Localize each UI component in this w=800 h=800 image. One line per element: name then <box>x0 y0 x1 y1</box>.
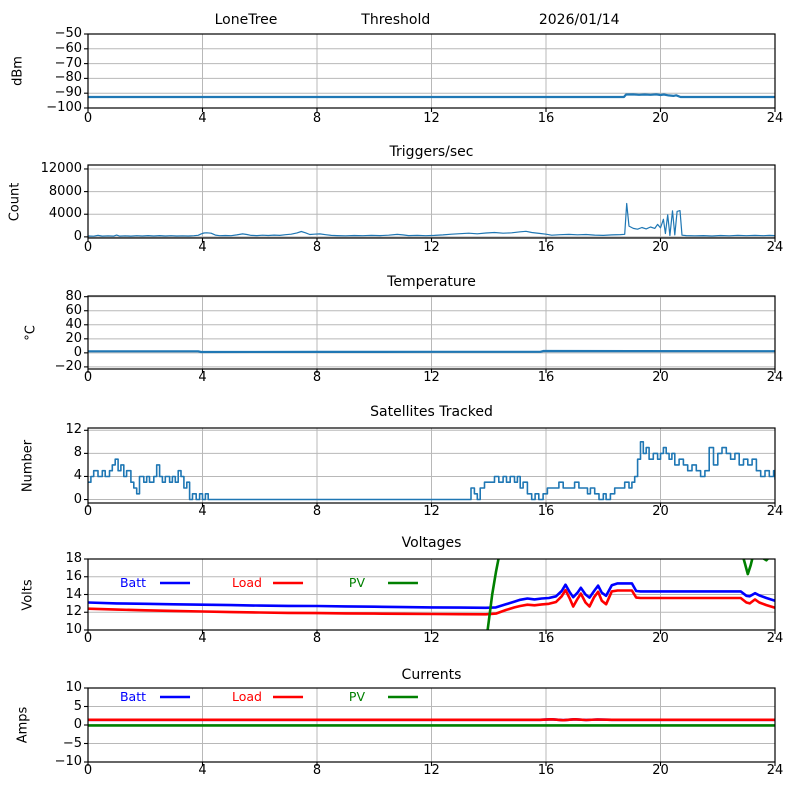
x-tick-label: 8 <box>312 504 322 519</box>
y-tick-label: −80 <box>54 70 82 86</box>
x-tick-label: 8 <box>312 111 322 126</box>
x-tick-label: 20 <box>652 631 669 646</box>
x-tick-label: 24 <box>766 370 784 385</box>
y-tick-label: 10 <box>65 680 82 695</box>
y-tick-label: 0 <box>73 717 82 732</box>
x-tick-label: 8 <box>312 631 322 646</box>
y-tick-label: −100 <box>46 100 82 115</box>
panel-title-voltages: Voltages <box>401 535 462 551</box>
y-axis-label-signal-strength: dBm <box>10 56 26 86</box>
legend-label-batt: Batt <box>119 575 146 590</box>
y-tick-label: −60 <box>54 40 82 56</box>
x-tick-label: 20 <box>652 370 669 385</box>
x-tick-label: 24 <box>766 111 784 126</box>
x-tick-label: 20 <box>652 504 669 519</box>
y-tick-label: 12 <box>65 604 82 620</box>
x-tick-label: 4 <box>198 631 207 646</box>
y-tick-label: 5 <box>73 698 82 714</box>
y-tick-label: 10 <box>65 622 82 637</box>
legend-label-load: Load <box>231 689 262 704</box>
x-tick-label: 24 <box>766 504 784 519</box>
y-tick-label: −90 <box>54 85 82 101</box>
y-axis-label-triggers: Count <box>7 182 23 221</box>
y-tick-label: −70 <box>54 55 82 71</box>
y-tick-label: 12000 <box>40 160 82 176</box>
x-tick-label: 4 <box>198 504 207 519</box>
panel-title-triggers: Triggers/sec <box>389 144 474 160</box>
x-tick-label: 24 <box>766 631 784 646</box>
y-tick-label: 18 <box>65 551 82 566</box>
legend-label-pv: PV <box>348 575 365 590</box>
x-tick-label: 0 <box>83 504 93 519</box>
x-tick-label: 20 <box>652 763 669 778</box>
y-tick-label: 12 <box>65 422 82 438</box>
x-tick-label: 4 <box>198 240 207 255</box>
panel-title-currents: Currents <box>401 667 462 683</box>
x-tick-label: 12 <box>423 763 440 778</box>
x-tick-label: 24 <box>766 240 784 255</box>
panel-title-temperature: Temperature <box>387 274 476 290</box>
y-tick-label: 80 <box>65 288 82 304</box>
y-tick-label: 60 <box>65 302 82 318</box>
x-tick-label: 20 <box>652 111 669 126</box>
x-tick-label: 0 <box>83 631 93 646</box>
y-tick-label: 8000 <box>48 183 82 199</box>
y-tick-label: 20 <box>65 330 82 346</box>
y-axis-label-voltages: Volts <box>20 578 36 611</box>
x-tick-label: 4 <box>198 763 207 778</box>
x-tick-label: 12 <box>423 504 440 519</box>
x-tick-label: 0 <box>83 111 93 126</box>
legend-label-batt: Batt <box>119 689 146 704</box>
y-tick-label: −10 <box>54 754 82 769</box>
y-axis-label-satellites: Number <box>20 439 36 492</box>
y-tick-label: −50 <box>54 26 82 41</box>
y-tick-label: 40 <box>65 316 82 332</box>
legend-label-load: Load <box>231 575 262 590</box>
y-tick-label: 0 <box>73 344 82 360</box>
series-load-amps <box>88 719 775 720</box>
x-tick-label: 12 <box>423 370 440 385</box>
y-tick-label: 4 <box>73 468 82 484</box>
x-tick-label: 16 <box>537 504 555 519</box>
x-tick-label: 16 <box>537 240 555 255</box>
y-tick-label: 14 <box>65 586 82 602</box>
figure-title-part: Threshold <box>361 12 431 28</box>
x-tick-label: 16 <box>537 111 555 126</box>
x-tick-label: 12 <box>423 631 440 646</box>
x-tick-label: 4 <box>198 370 207 385</box>
legend-label-pv: PV <box>348 689 365 704</box>
x-tick-label: 0 <box>83 763 93 778</box>
x-tick-label: 8 <box>312 763 322 778</box>
x-tick-label: 16 <box>537 370 555 385</box>
y-tick-label: 4000 <box>48 206 82 222</box>
y-axis-label-currents: Amps <box>15 706 31 744</box>
y-tick-label: −5 <box>62 735 82 751</box>
y-tick-label: 8 <box>73 445 82 461</box>
y-axis-label-temperature: °C <box>23 324 39 341</box>
figure-title-part: 2026/01/14 <box>538 12 620 28</box>
x-tick-label: 12 <box>423 240 440 255</box>
y-tick-label: −20 <box>54 358 82 374</box>
x-tick-label: 24 <box>766 763 784 778</box>
series-temp-c <box>88 351 775 352</box>
x-tick-label: 0 <box>83 240 93 255</box>
figure-title-part: LoneTree <box>214 12 278 28</box>
x-tick-label: 20 <box>652 240 669 255</box>
x-tick-label: 16 <box>537 631 555 646</box>
x-tick-label: 0 <box>83 370 93 385</box>
y-tick-label: 0 <box>73 228 82 244</box>
x-tick-label: 12 <box>423 111 440 126</box>
x-tick-label: 4 <box>198 111 207 126</box>
x-tick-label: 16 <box>537 763 555 778</box>
y-tick-label: 16 <box>65 568 82 584</box>
x-tick-label: 8 <box>312 240 322 255</box>
x-tick-label: 8 <box>312 370 322 385</box>
panel-title-satellites: Satellites Tracked <box>370 404 493 420</box>
y-tick-label: 0 <box>73 491 82 507</box>
